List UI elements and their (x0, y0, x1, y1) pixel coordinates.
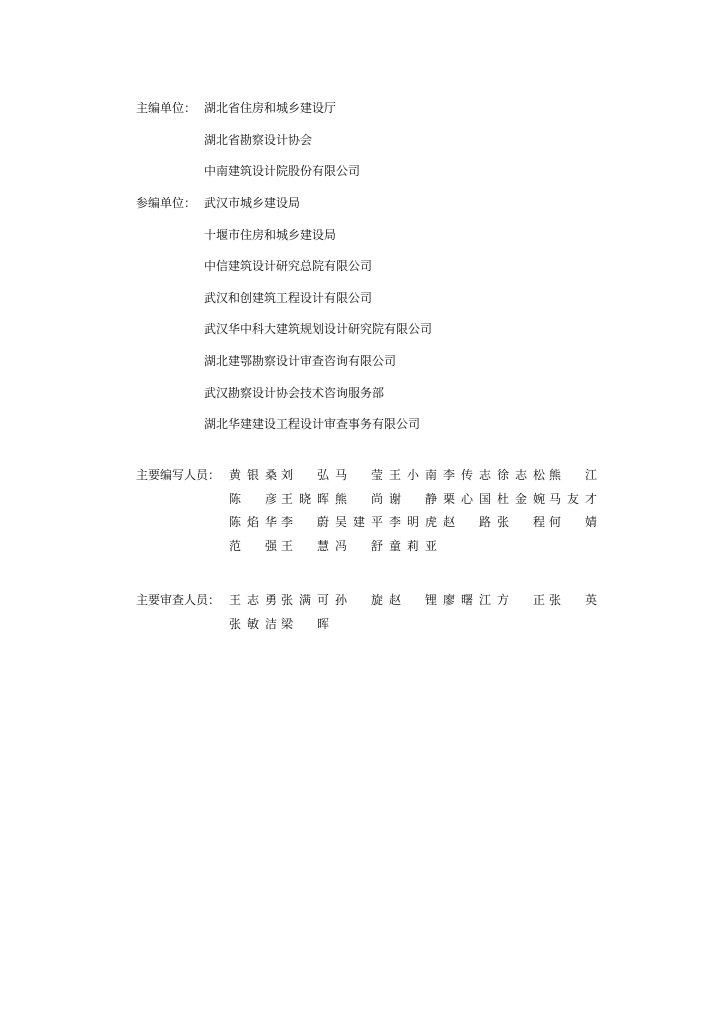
chief-unit: 中南建筑设计院股份有限公司 (204, 164, 361, 179)
chief-units-row (136, 100, 656, 132)
drafters-row (229, 514, 599, 538)
drafters-name: 李 明 虎 (389, 515, 437, 530)
chief-unit: 湖北省勘察设计协会 (204, 132, 313, 147)
participating-unit: 武汉华中科大建筑规划设计研究院有限公司 (204, 322, 433, 337)
drafters-name: 熊 尚 (335, 491, 383, 506)
participating-unit: 武汉市城乡建设局 (204, 196, 301, 210)
drafters-name: 徐 志 松 (497, 468, 545, 482)
participating-units-row (136, 195, 656, 227)
participating-units-section (136, 195, 656, 448)
chief-units-section (136, 100, 656, 195)
reviewers-name: 廖 曙 江 (443, 593, 491, 607)
drafters-name: 童 莉 亚 (389, 538, 437, 553)
chief-units-row (136, 132, 656, 164)
participating-units-row (136, 353, 656, 385)
reviewers-name: 孙 旋 (335, 593, 383, 607)
reviewers-row (229, 616, 599, 640)
drafters-name: 陈 焰 华 (229, 515, 277, 530)
drafters-name: 谢 静 (389, 491, 437, 506)
drafters-name: 陈 彦 (229, 491, 277, 506)
reviewers-name: 张 英 (549, 593, 597, 607)
reviewers-name: 梁 晖 (281, 616, 329, 631)
drafters-name: 王 晓 晖 (281, 491, 329, 506)
drafters-label: 主要编写人员： (136, 468, 221, 482)
reviewers-name: 方 正 (497, 593, 545, 607)
drafters-name: 张 程 (497, 515, 545, 530)
participating-unit: 湖北建鄂勘察设计审查咨询有限公司 (204, 353, 397, 368)
participating-unit: 武汉勘察设计协会技术咨询服务部 (204, 385, 385, 400)
reviewers-name: 赵 锂 (389, 593, 437, 607)
drafters-name: 杜 金 婉 (497, 491, 545, 506)
participating-units-row (136, 385, 656, 417)
drafters-name: 冯 舒 (335, 538, 383, 553)
drafters-name: 李 蔚 (281, 515, 329, 530)
participating-unit: 十堰市住房和城乡建设局 (204, 227, 337, 242)
participating-units-row (136, 227, 656, 259)
drafters-name: 何 婧 (549, 515, 597, 530)
drafters-name: 刘 弘 (281, 468, 329, 482)
drafters-row (229, 491, 599, 515)
drafters-name: 李 传 志 (443, 468, 491, 482)
reviewers-grid (229, 592, 599, 639)
drafters-name: 王 小 南 (389, 468, 437, 482)
drafters-row (229, 538, 599, 562)
drafters-row (229, 467, 599, 491)
participating-unit: 中信建筑设计研究总院有限公司 (204, 259, 373, 274)
chief-units-label: 主编单位： (136, 101, 197, 115)
drafters-name: 范 强 (229, 538, 277, 553)
drafters-name: 马 莹 (335, 468, 383, 482)
participating-units-label: 参编单位： (136, 196, 197, 210)
participating-units-row (136, 290, 656, 322)
reviewers-label: 主要审查人员： (136, 593, 221, 607)
participating-units-row (136, 258, 656, 290)
participating-unit: 湖北华建建设工程设计审查事务有限公司 (204, 417, 421, 432)
drafters-name: 马 友 才 (549, 491, 597, 506)
drafters-name: 赵 路 (443, 515, 491, 530)
drafters-name: 栗 心 国 (443, 491, 491, 506)
reviewers-row (229, 592, 599, 616)
drafters-name: 黄 银 桑 (229, 468, 277, 482)
drafters-name: 熊 江 (549, 468, 597, 482)
reviewers-name: 张 敏 洁 (229, 616, 277, 631)
drafters-name: 王 慧 (281, 538, 329, 553)
chief-unit: 湖北省住房和城乡建设厅 (204, 101, 337, 115)
participating-units-row (136, 321, 656, 353)
reviewers-name: 张 满 可 (281, 593, 329, 607)
drafters-name: 吴 建 平 (335, 515, 383, 530)
drafters-grid (229, 467, 599, 561)
chief-units-row (136, 163, 656, 195)
participating-units-row (136, 416, 656, 448)
reviewers-name: 王 志 勇 (229, 593, 277, 607)
participating-unit: 武汉和创建筑工程设计有限公司 (204, 290, 373, 305)
